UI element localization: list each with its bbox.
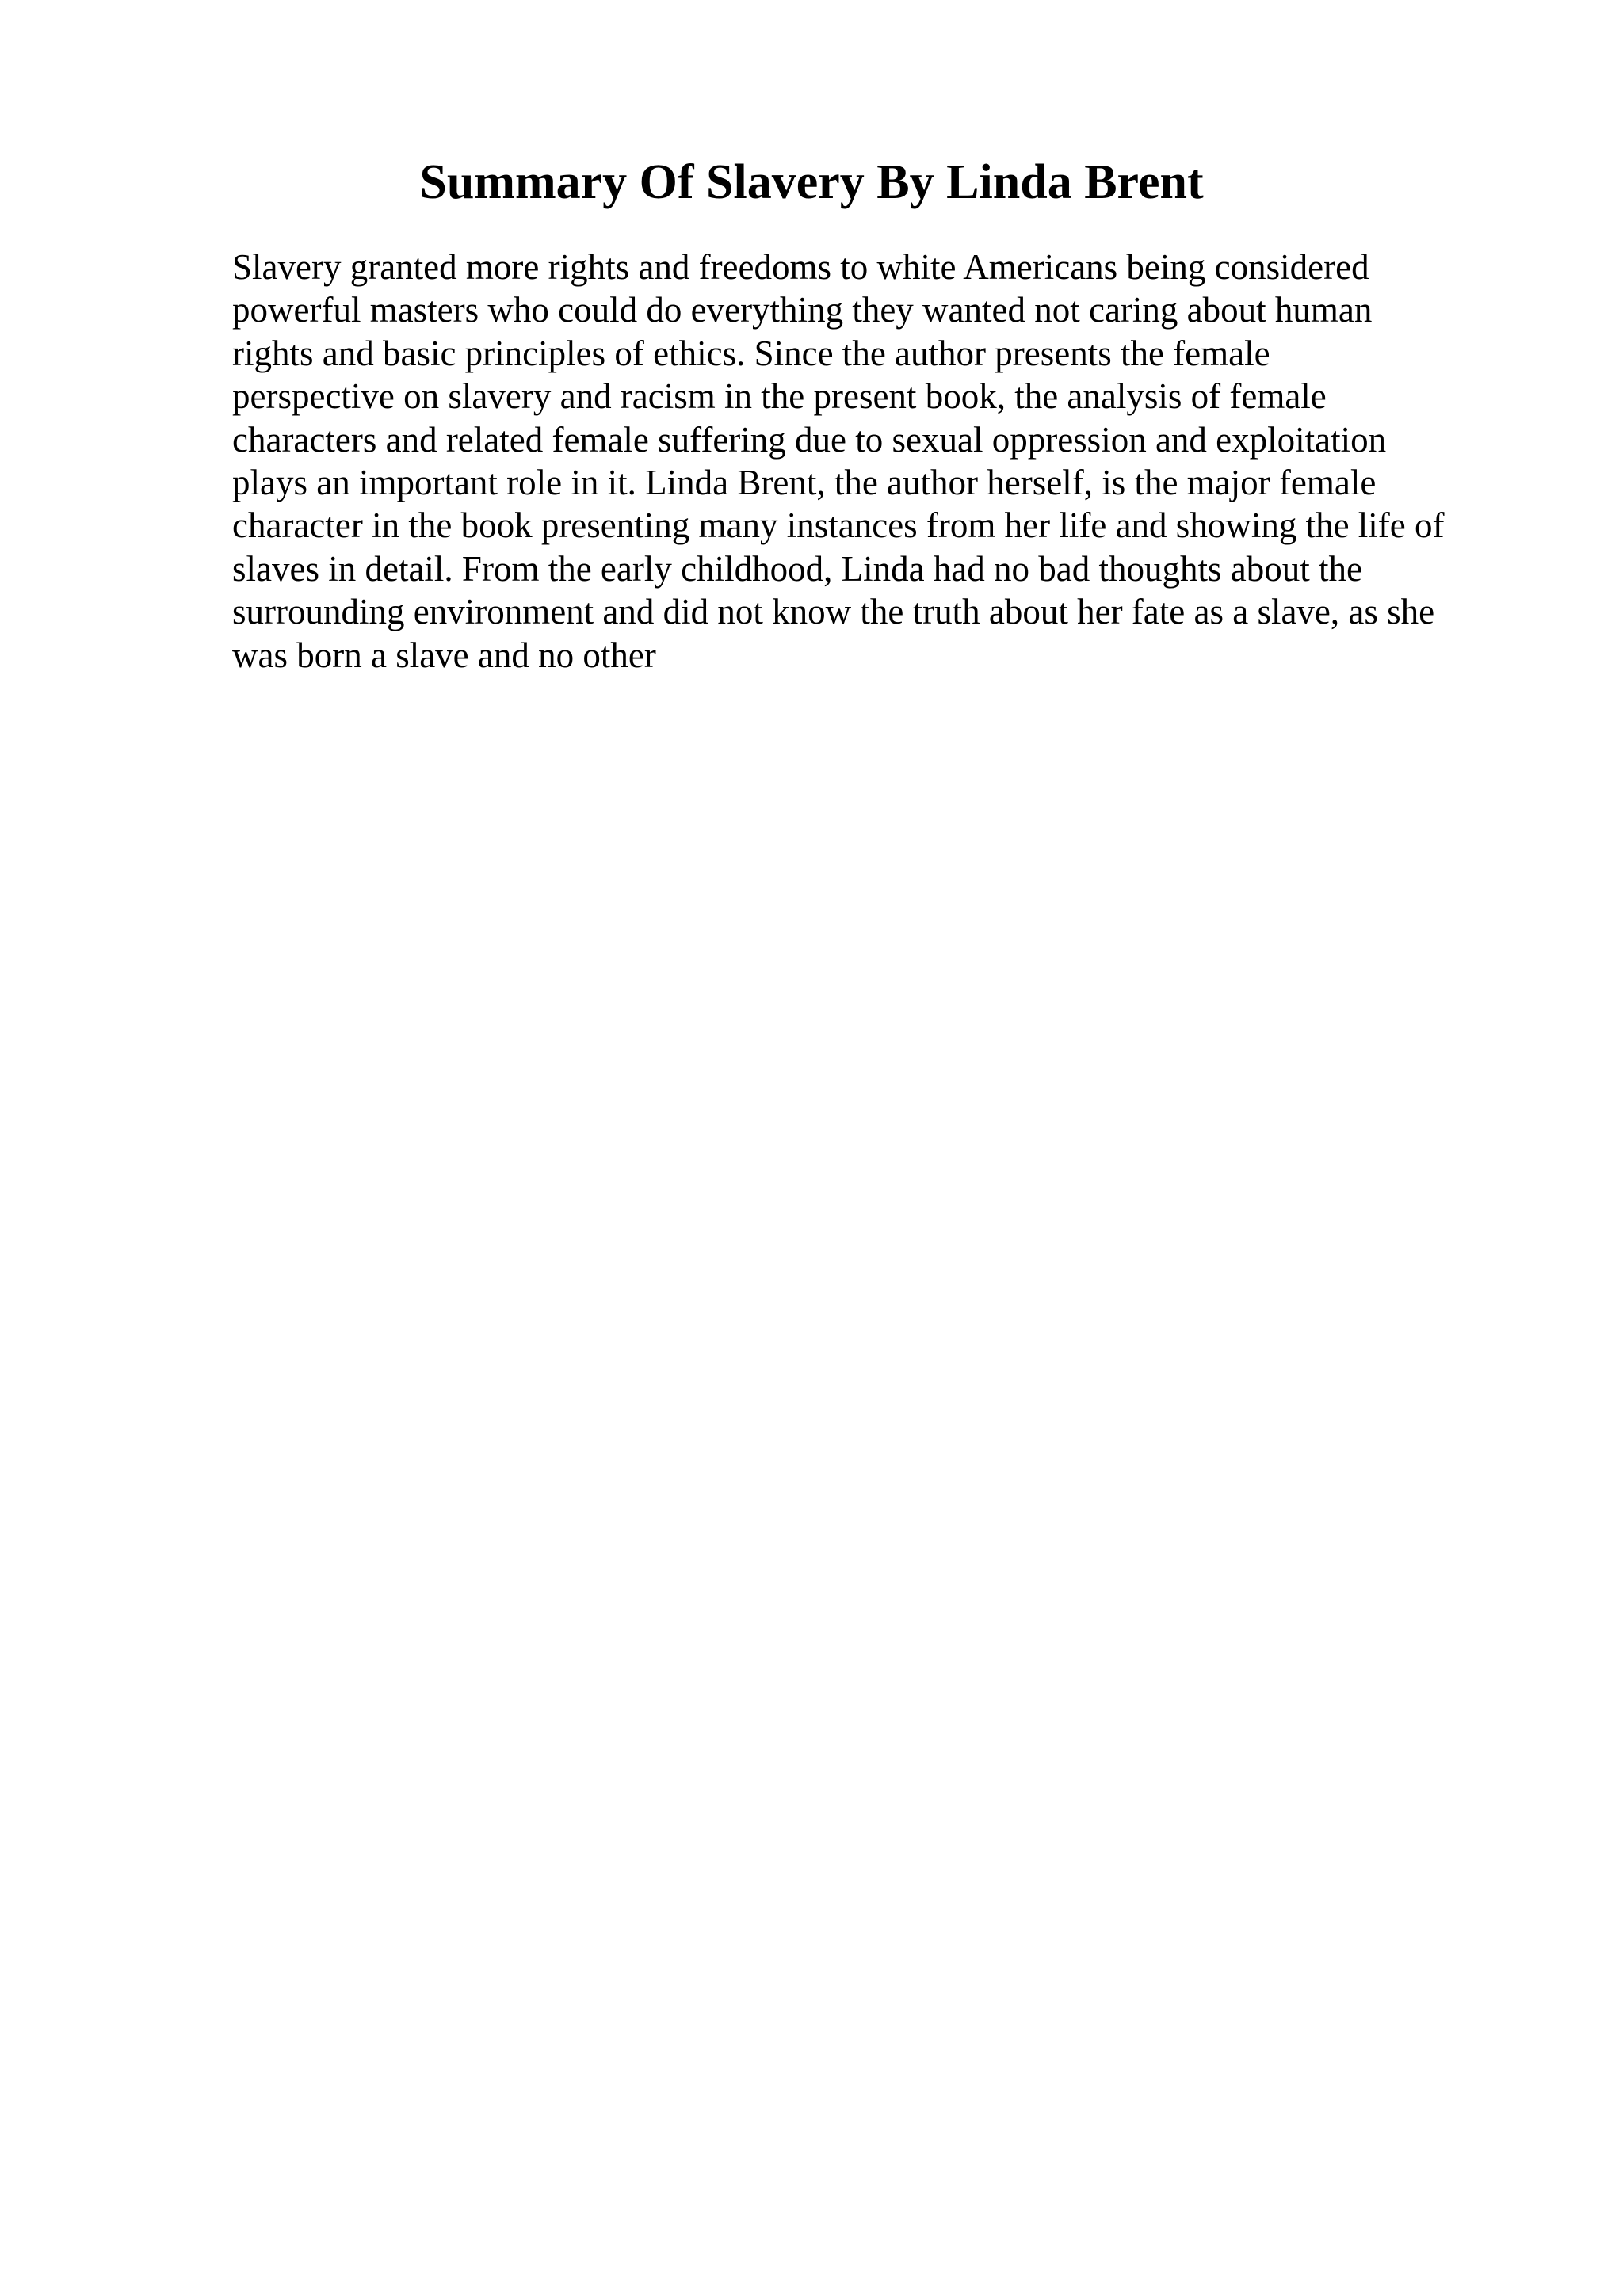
body-line: character in the book presenting many instances from her life and showing the life of	[232, 505, 1445, 546]
body-line: perspective on slavery and racism in the present book, the analysis of female	[232, 376, 1327, 417]
body-line: slaves in detail. From the early childhood, Linda had no bad thoughts about the	[232, 548, 1362, 589]
body-line: plays an important role in it. Linda Brent, the author herself, is the major female	[232, 463, 1377, 503]
body-line: Slavery granted more rights and freedoms to white Americans being considered	[232, 247, 1369, 287]
body-line: powerful masters who could do everything they wanted not caring about human	[232, 290, 1373, 330]
body-line: surrounding environment and did not know the truth about her fate as a slave, as she	[232, 592, 1435, 632]
body-line: was born a slave and no other	[232, 635, 656, 675]
body-line: rights and basic principles of ethics. Since the author presents the female	[232, 333, 1270, 373]
body-line: characters and related female suffering due to sexual oppression and exploitation	[232, 419, 1387, 460]
document-body-paragraph	[232, 246, 1516, 677]
document-title: Summary Of Slavery By Linda Brent	[419, 155, 1204, 209]
